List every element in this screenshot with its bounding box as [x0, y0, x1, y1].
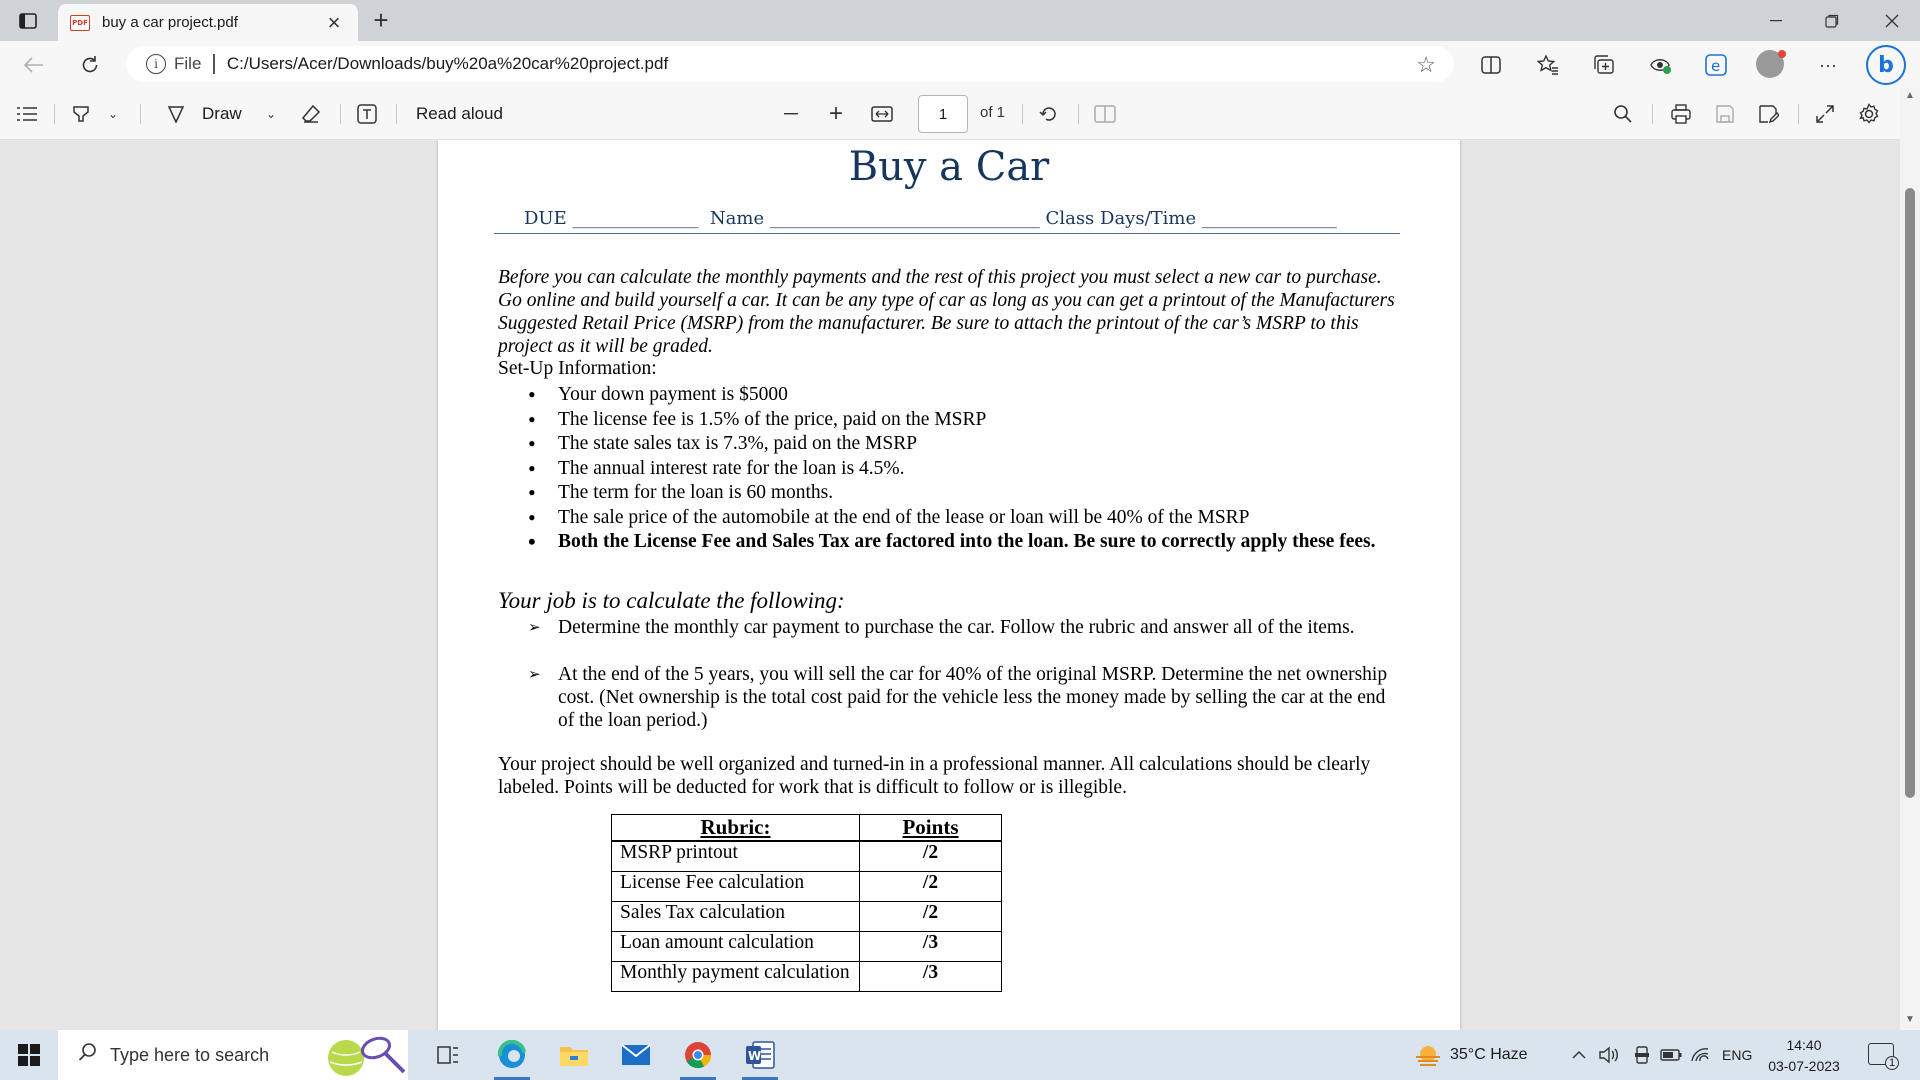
page-view-icon[interactable]: [1092, 100, 1118, 128]
url-bar[interactable]: [126, 46, 1454, 82]
rubric-item: Sales Tax calculation: [612, 901, 860, 931]
pdf-viewer: [0, 140, 1920, 1030]
restore-button[interactable]: [1804, 0, 1860, 41]
language-indicator[interactable]: ENG: [1722, 1047, 1753, 1063]
notification-center-icon[interactable]: [1868, 1043, 1896, 1069]
taskbar: [0, 1030, 1920, 1080]
collections-icon[interactable]: [1588, 49, 1620, 81]
pdf-page: [438, 140, 1460, 1030]
highlight-dropdown-chevron-icon[interactable]: ⌄: [107, 107, 119, 121]
table-row: [612, 931, 1002, 961]
table-row: [612, 961, 1002, 991]
find-icon[interactable]: [1610, 100, 1636, 128]
list-item: • The sale price of the automobile at the end of the lease or loan will be 40% of the MSRP: [528, 506, 1388, 529]
taskbar-search[interactable]: [58, 1030, 408, 1080]
points-header: Points: [860, 815, 1002, 842]
setup-heading: Set-Up Information:: [498, 358, 657, 379]
search-icon: [78, 1042, 98, 1068]
add-text-icon[interactable]: [354, 100, 380, 128]
bing-copilot-icon[interactable]: b: [1866, 45, 1906, 85]
profile-status-dot: [1778, 50, 1786, 58]
url-separator: [213, 54, 215, 74]
rubric-header: Rubric:: [612, 815, 860, 842]
divider: [1798, 104, 1799, 124]
close-tab-icon[interactable]: ×: [327, 9, 341, 35]
close-window-button[interactable]: [1864, 0, 1920, 41]
divider: [1078, 104, 1079, 124]
rubric-points: /2: [860, 841, 1002, 871]
url-text[interactable]: C:/Users/Acer/Downloads/buy%20a%20car%20project.pdf: [226, 54, 669, 73]
mail-icon[interactable]: [608, 1030, 664, 1080]
chrome-icon[interactable]: [670, 1030, 726, 1080]
draw-button[interactable]: Draw: [202, 104, 242, 123]
windows-start-icon[interactable]: [18, 1044, 40, 1066]
word-icon[interactable]: [732, 1030, 788, 1080]
rubric-table: [611, 814, 1002, 992]
url-scheme: File: [174, 54, 202, 73]
rubric-item: Loan amount calculation: [612, 931, 860, 961]
back-button[interactable]: [18, 49, 50, 81]
divider: [1652, 104, 1653, 124]
internet-explorer-mode-icon[interactable]: [1700, 49, 1732, 81]
divider: [140, 104, 141, 124]
table-row: [612, 871, 1002, 901]
print-icon[interactable]: [1668, 100, 1694, 128]
read-aloud-button[interactable]: Read aloud: [416, 104, 503, 123]
search-placeholder: Type here to search: [110, 1044, 270, 1065]
document-fields-line: DUE ______________ Name ______________________________ Class Days/Time _______________: [494, 208, 1400, 234]
rubric-points: /3: [860, 931, 1002, 961]
rubric-points: /2: [860, 901, 1002, 931]
list-item: • The license fee is 1.5% of the price, paid on the MSRP: [528, 408, 1388, 431]
edge-taskbar-icon[interactable]: [484, 1030, 540, 1080]
tab-title: buy a car project.pdf: [102, 14, 238, 31]
table-row: [612, 901, 1002, 931]
draw-icon[interactable]: [164, 100, 188, 128]
favorite-star-icon[interactable]: ☆: [1416, 52, 1436, 77]
device-icon[interactable]: [1634, 1030, 1650, 1080]
more-options-icon[interactable]: ···: [1819, 54, 1837, 75]
show-hidden-icons-chevron-icon[interactable]: [1572, 1030, 1586, 1080]
rubric-item: Monthly payment calculation: [612, 961, 860, 991]
highlight-icon[interactable]: [68, 100, 94, 128]
clock-time: 14:40: [1786, 1037, 1822, 1053]
minimize-button[interactable]: [1748, 0, 1804, 41]
settings-gear-icon[interactable]: [1856, 100, 1882, 128]
refresh-button[interactable]: [74, 49, 106, 81]
list-item: • The annual interest rate for the loan is 4.5%.: [528, 457, 1388, 480]
browser-tab[interactable]: [58, 4, 358, 41]
page-total: of 1: [980, 104, 1006, 121]
battery-icon[interactable]: [1660, 1030, 1682, 1080]
weather-text: 35°C Haze: [1450, 1046, 1528, 1063]
fullscreen-icon[interactable]: [1812, 100, 1838, 128]
notification-count: 1: [1885, 1056, 1899, 1070]
intro-paragraph: Before you can calculate the monthly payments and the rest of this project you must select a new car to purchase. Go online and build yourself a car. It can be any type of car as long as you can get a printout of the Manufacturers Suggested Retail Price (MSRP) from the manufacturer. Be sure to attach the printout of the car’s MSRP to this project as it will be graded.: [498, 267, 1395, 357]
favorites-icon[interactable]: [1532, 49, 1564, 81]
arrow-bullet-icon: ➢: [528, 618, 541, 636]
task-view-icon[interactable]: [420, 1030, 476, 1080]
split-screen-icon[interactable]: [1475, 49, 1507, 81]
rubric-item: License Fee calculation: [612, 871, 860, 901]
rubric-points: /3: [860, 961, 1002, 991]
pdf-toolbar: [0, 88, 1920, 140]
table-header-row: [612, 815, 1002, 842]
job-item: [528, 616, 1388, 639]
divider: [54, 104, 55, 124]
setup-list: [528, 383, 1388, 555]
file-explorer-icon[interactable]: [546, 1030, 602, 1080]
divider: [396, 104, 397, 124]
new-tab-button[interactable]: +: [373, 5, 389, 35]
arrow-bullet-icon: ➢: [528, 665, 541, 683]
list-item: • The term for the loan is 60 months.: [528, 481, 1388, 504]
svg-text:e: e: [1711, 57, 1721, 75]
address-bar: [0, 41, 1920, 88]
zoom-out-icon[interactable]: [780, 100, 804, 128]
draw-dropdown-chevron-icon[interactable]: ⌄: [265, 107, 277, 121]
pdf-icon: PDF: [70, 15, 90, 31]
svg-text:W: W: [748, 1049, 762, 1063]
scrollbar-thumb[interactable]: [1905, 188, 1915, 798]
tab-actions-icon[interactable]: [14, 8, 42, 34]
rotate-icon[interactable]: [1036, 100, 1062, 128]
extension-icon[interactable]: [1644, 49, 1676, 81]
job-item-text: Determine the monthly car payment to purchase the car. Follow the rubric and answer all of the items.: [558, 617, 1355, 638]
rubric-points: /2: [860, 871, 1002, 901]
job-item: [528, 663, 1388, 732]
page-number-input[interactable]: 1: [918, 95, 968, 133]
closing-paragraph: Your project should be well organized and turned-in in a professional manner. All calculations should be clearly labeled. Points will be deducted for work that is difficult to follow or is illegible.: [498, 754, 1371, 798]
scroll-down-icon[interactable]: ▼: [1905, 1014, 1915, 1025]
list-item: • Both the License Fee and Sales Tax are factored into the loan. Be sure to correctly apply these fees.: [528, 530, 1388, 553]
vertical-scrollbar[interactable]: [1900, 88, 1920, 1030]
search-highlight-illustration: [322, 1032, 408, 1078]
divider: [340, 104, 341, 124]
save-as-icon[interactable]: [1756, 100, 1782, 128]
info-icon[interactable]: i: [146, 54, 166, 74]
list-item: • Your down payment is $5000: [528, 383, 1388, 406]
document-title: Buy a Car: [848, 144, 1050, 190]
job-item-text: At the end of the 5 years, you will sell the car for 40% of the original MSRP. Determine the net ownership cost. (Net ownership is the total cost paid for the vehicle less the money made by selling the car at the end of the loan period.): [558, 664, 1388, 731]
volume-icon[interactable]: [1598, 1030, 1620, 1080]
scroll-up-icon[interactable]: ▲: [1905, 90, 1915, 101]
sun-haze-icon: [1414, 1043, 1442, 1067]
table-of-contents-icon[interactable]: [14, 100, 40, 128]
clock-date: 03-07-2023: [1768, 1058, 1840, 1074]
weather-widget[interactable]: [1414, 1030, 1528, 1080]
zoom-in-icon[interactable]: +: [828, 100, 843, 127]
table-row: [612, 841, 1002, 871]
clock[interactable]: [1762, 1035, 1846, 1077]
wifi-icon[interactable]: [1690, 1030, 1710, 1080]
title-bar: [0, 0, 1920, 41]
save-icon[interactable]: [1712, 100, 1738, 128]
eraser-icon[interactable]: [298, 100, 324, 128]
job-heading: Your job is to calculate the following:: [498, 588, 845, 613]
list-item: • The state sales tax is 7.3%, paid on the MSRP: [528, 432, 1388, 455]
rubric-item: MSRP printout: [612, 841, 860, 871]
fit-to-width-icon[interactable]: [868, 100, 896, 128]
divider: [1022, 104, 1023, 124]
